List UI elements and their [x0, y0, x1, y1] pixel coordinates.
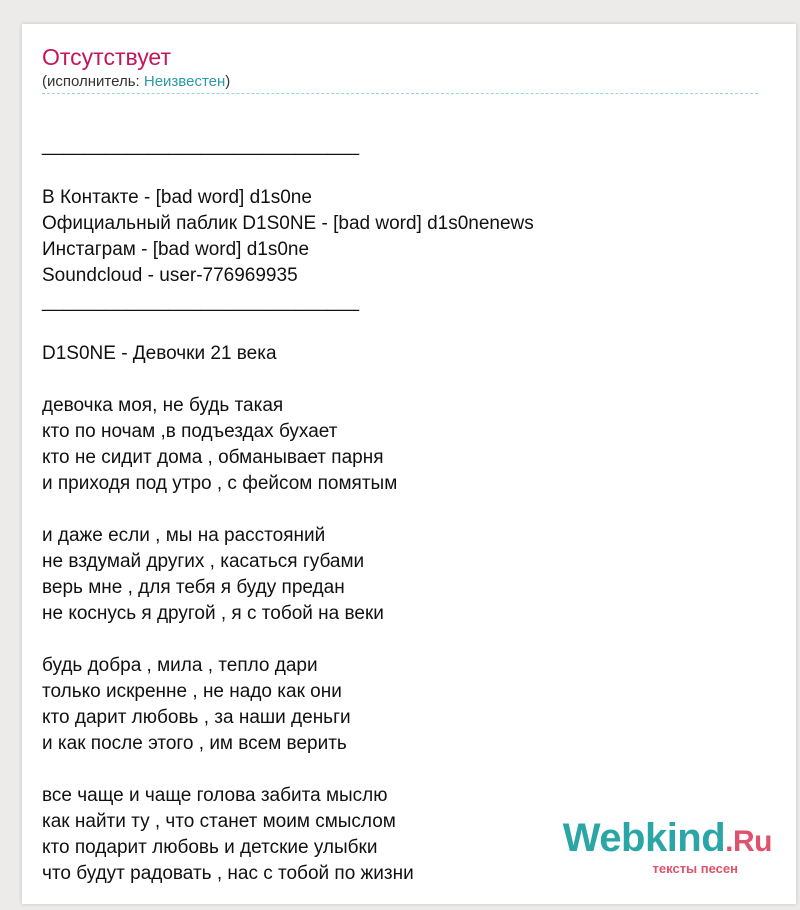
lyrics-line: не вздумай других , касаться губами	[42, 551, 365, 572]
lyrics-line: В Контакте - [bad word] d1s0ne	[42, 187, 312, 208]
lyrics-line: не коснусь я другой , я с тобой на веки	[42, 603, 384, 624]
logo-name: Webkind	[562, 816, 726, 860]
lyrics-line: и приходя под утро , с фейсом помятым	[42, 473, 398, 494]
lyrics-line: кто дарит любовь , за наши деньги	[42, 707, 351, 728]
lyrics-line: только искренне , не надо как они	[42, 681, 342, 702]
lyrics-line: ______________________________	[42, 291, 360, 312]
artist-prefix: (исполнитель:	[42, 73, 144, 90]
lyrics-line: D1S0NE - Девочки 21 века	[42, 343, 277, 364]
lyrics-line: верь мне , для тебя я буду предан	[42, 577, 345, 598]
site-logo[interactable]	[563, 818, 772, 876]
logo-tagline: тексты песен	[652, 861, 738, 876]
lyrics-line: и даже если , мы на расстояний	[42, 525, 326, 546]
lyrics-text	[42, 133, 762, 887]
lyrics-line: кто по ночам ,в подъездах бухает	[42, 421, 338, 442]
lyrics-line: кто не сидит дома , обманывает парня	[42, 447, 384, 468]
song-title: Отсутствует	[42, 44, 171, 70]
header-divider	[42, 93, 758, 94]
lyrics-line: все чаще и чаще голова забита мыслю	[42, 785, 388, 806]
lyrics-line: Инстаграм - [bad word] d1s0ne	[42, 239, 310, 260]
lyrics-line: как найти ту , что станет моим смыслом	[42, 811, 396, 832]
lyrics-line: Официальный паблик D1S0NE - [bad word] d1s0nenews	[42, 213, 534, 234]
lyrics-line: Soundcloud - user-776969935	[42, 265, 298, 286]
logo-tld: .Ru	[725, 825, 772, 858]
artist-line	[42, 73, 230, 91]
lyrics-line: кто подарит любовь и детские улыбки	[42, 837, 378, 858]
lyrics-line: что будут радовать , нас с тобой по жизни	[42, 863, 414, 884]
artist-link[interactable]: Неизвестен	[143, 73, 226, 90]
lyrics-card	[22, 24, 796, 904]
artist-suffix: )	[225, 73, 231, 90]
lyrics-line: и как после этого , им всем верить	[42, 733, 347, 754]
lyrics-line: ______________________________	[42, 135, 360, 156]
lyrics-line: девочка моя, не будь такая	[42, 395, 284, 416]
lyrics-line: будь добра , мила , тепло дари	[42, 655, 318, 676]
